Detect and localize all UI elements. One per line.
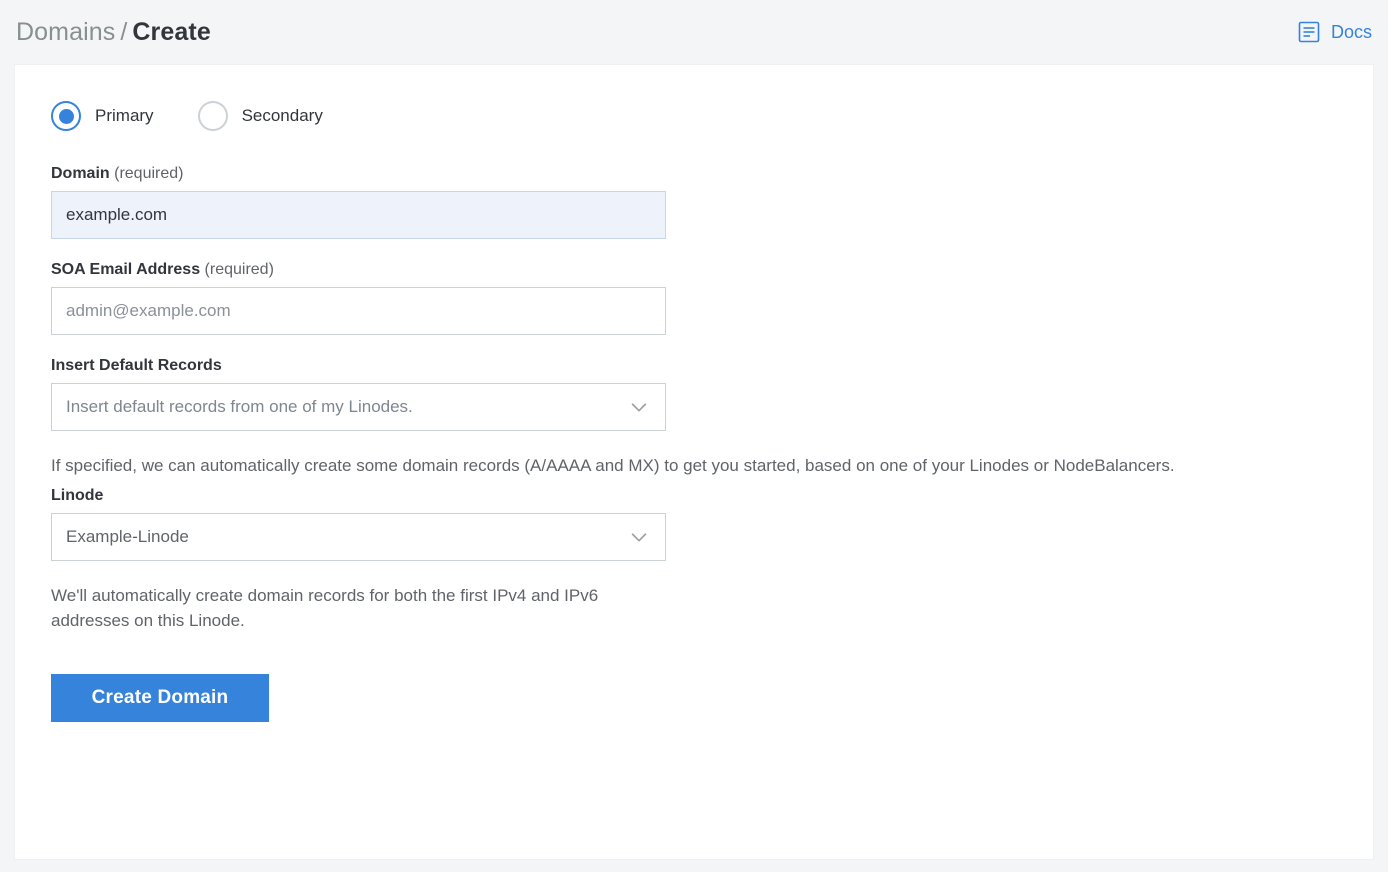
insert-default-records-select[interactable]: Insert default records from one of my Linodes. [51, 383, 666, 431]
soa-email-field [51, 261, 1337, 335]
insert-default-records-label: Insert Default Records [51, 357, 222, 374]
insert-default-records-field [51, 357, 1337, 431]
page-header [0, 0, 1388, 64]
radio-primary-label: Primary [95, 106, 154, 125]
document-icon [1297, 20, 1321, 44]
docs-link[interactable] [1297, 20, 1372, 44]
domain-required-suffix: (required) [114, 165, 184, 182]
insert-default-records-helper: If specified, we can automatically create some domain records (A/AAAA and MX) to get you started, based on one of your Linodes or NodeBalancers. [51, 456, 1175, 475]
domain-label-text: Domain [51, 165, 110, 182]
breadcrumb [16, 18, 211, 47]
docs-label[interactable]: Docs [1330, 21, 1372, 42]
domain-type-radio-group [51, 101, 1337, 131]
linode-label: Linode [51, 486, 104, 504]
domain-label [51, 165, 1337, 183]
create-domain-button[interactable]: Create Domain [51, 674, 269, 722]
soa-email-input[interactable] [51, 287, 666, 335]
radio-secondary-label: Secondary [241, 106, 323, 125]
radio-option-primary[interactable] [51, 101, 154, 131]
linode-helper: We'll automatically create domain records for both the first IPv4 and IPv6 addresses on this Linode. [51, 585, 599, 630]
insert-default-records-select-wrap [51, 383, 666, 431]
domain-field [51, 165, 1337, 239]
radio-secondary-icon[interactable] [198, 101, 228, 131]
soa-email-required-suffix: (required) [204, 261, 274, 278]
breadcrumb-domains-link[interactable]: Domains [16, 17, 116, 46]
domain-input[interactable] [51, 191, 666, 239]
linode-select[interactable]: Example-Linode [51, 513, 666, 561]
linode-select-wrap [51, 513, 666, 561]
linode-field [51, 487, 1337, 561]
page-title: Create [132, 17, 211, 46]
radio-option-secondary[interactable] [198, 101, 323, 131]
soa-email-label [51, 261, 1337, 279]
soa-email-label-text: SOA Email Address [51, 261, 201, 278]
create-domain-panel [14, 64, 1374, 860]
radio-primary-icon[interactable] [51, 101, 81, 131]
breadcrumb-separator: / [120, 17, 128, 46]
